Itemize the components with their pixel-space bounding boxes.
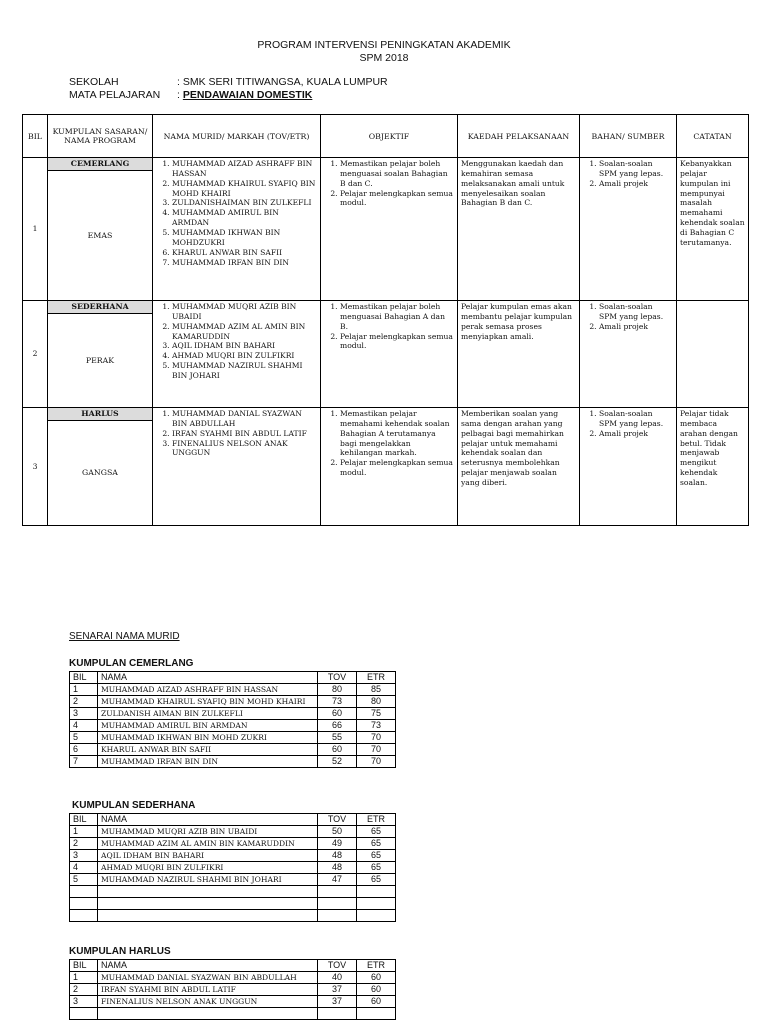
- student-tov: 37: [318, 984, 357, 996]
- student-name: IRFAN SYAHMI BIN ABDUL LATIF: [98, 984, 318, 996]
- list-title: KUMPULAN CEMERLANG: [69, 658, 194, 669]
- objektif-item: 1. Memastikan pelajar memahami kehendak soalan Bahagian A terutamanya bagi mengelakkan kehilangan markah.: [340, 409, 454, 458]
- sekolah-label: SEKOLAH: [69, 76, 119, 88]
- student-name: [98, 886, 318, 898]
- student-tov: 60: [318, 708, 357, 720]
- student-tov: 66: [318, 720, 357, 732]
- student-name: [98, 910, 318, 922]
- table-row: [70, 886, 396, 898]
- student-name: AQIL IDHAM BIN BAHARI: [98, 850, 318, 862]
- list-header-etr: ETR: [357, 672, 396, 684]
- student-etr: 85: [357, 684, 396, 696]
- student-etr: 70: [357, 744, 396, 756]
- col-header-catatan: CATATAN: [677, 115, 749, 158]
- list-header-tov: TOV: [318, 672, 357, 684]
- student-name: MUHAMMAD IKHWAN BIN MOHD ZUKRI: [98, 732, 318, 744]
- names-item: 1. MUHAMMAD MUQRI AZIB BIN UBAIDI: [172, 302, 317, 322]
- names-item: 4. MUHAMMAD AMIRUL BIN ARMDAN: [172, 208, 317, 228]
- objektif-cell: [321, 158, 458, 301]
- names-cell: [153, 408, 321, 526]
- program-name: GANGSA: [82, 468, 118, 477]
- names-item: 6. KHARUL ANWAR BIN SAFII: [172, 248, 317, 258]
- student-tov: [318, 1008, 357, 1020]
- names-item: 5. MUHAMMAD IKHWAN BIN MOHDZUKRI: [172, 228, 317, 248]
- table-row: [70, 898, 396, 910]
- names-item: 3. AQIL IDHAM BIN BAHARI: [172, 341, 317, 351]
- student-etr: 70: [357, 732, 396, 744]
- bahan-item: 2. Amali projek: [599, 179, 673, 189]
- student-etr: [357, 898, 396, 910]
- row-bil: 2: [23, 301, 48, 408]
- table-row: [70, 696, 396, 708]
- group-name: SEDERHANA: [48, 301, 152, 314]
- student-name: MUHAMMAD DANIAL SYAZWAN BIN ABDULLAH: [98, 972, 318, 984]
- mata-pelajaran-line: [69, 89, 312, 101]
- list-header-bil: BIL: [70, 814, 98, 826]
- student-tov: [318, 886, 357, 898]
- names-cell: [153, 158, 321, 301]
- student-name: MUHAMMAD MUQRI AZIB BIN UBAIDI: [98, 826, 318, 838]
- list-header-nama: NAMA: [98, 672, 318, 684]
- table-row: [70, 874, 396, 886]
- student-etr: 60: [357, 972, 396, 984]
- table-row: [70, 850, 396, 862]
- student-etr: 65: [357, 850, 396, 862]
- student-bil: 1: [70, 972, 98, 984]
- plan-table-header-row: [23, 115, 749, 158]
- objektif-item: 2. Pelajar melengkapkan semua modul.: [340, 332, 454, 352]
- plan-row: [23, 158, 749, 301]
- list-title: KUMPULAN SEDERHANA: [72, 800, 196, 811]
- names-item: 2. IRFAN SYAHMI BIN ABDUL LATIF: [172, 429, 317, 439]
- student-tov: [318, 910, 357, 922]
- names-item: 2. MUHAMMAD KHAIRUL SYAFIQ BIN MOHD KHAIRI: [172, 179, 317, 199]
- student-bil: 3: [70, 708, 98, 720]
- program-name: EMAS: [87, 230, 113, 240]
- col-header-objektif: OBJEKTIF: [321, 115, 458, 158]
- bahan-item: 2. Amali projek: [599, 429, 673, 439]
- kaedah-cell: Pelajar kumpulan emas akan membantu pelajar kumpulan perak semasa proses menyiapkan amali.: [458, 301, 580, 408]
- objektif-item: 1. Memastikan pelajar boleh menguasai soalan Bahagian B dan C.: [340, 159, 454, 189]
- table-row: [70, 720, 396, 732]
- student-etr: [357, 910, 396, 922]
- list-header-row: [70, 814, 396, 826]
- kaedah-cell: Memberikan soalan yang sama dengan arahan yang pelbagai bagi memahirkan pelajar untuk memahami kehendak soalan dan seterusnya membolehkan pelajar menjawab soalan yang diberi.: [458, 408, 580, 526]
- student-name: MUHAMMAD KHAIRUL SYAFIQ BIN MOHD KHAIRI: [98, 696, 318, 708]
- col-header-bil: BIL: [23, 115, 48, 158]
- list-header-etr: ETR: [357, 960, 396, 972]
- col-header-kaedah: KAEDAH PELAKSANAAN: [458, 115, 580, 158]
- objektif-item: 1. Memastikan pelajar boleh menguasai Bahagian A dan B.: [340, 302, 454, 332]
- list-header-row: [70, 672, 396, 684]
- table-row: [70, 972, 396, 984]
- student-list-table: [69, 959, 396, 1020]
- student-name: MUHAMMAD NAZIRUL SHAHMI BIN JOHARI: [98, 874, 318, 886]
- group-name: CEMERLANG: [48, 158, 152, 171]
- table-row: [70, 732, 396, 744]
- row-bil: 3: [23, 408, 48, 526]
- catatan-cell: [677, 301, 749, 408]
- student-list-table: [69, 813, 396, 922]
- bahan-item: 2. Amali projek: [599, 322, 673, 332]
- mata-pelajaran-value: PENDAWAIAN DOMESTIK: [182, 89, 313, 101]
- student-etr: 80: [357, 696, 396, 708]
- student-tov: 40: [318, 972, 357, 984]
- sekolah-value: : SMK SERI TITIWANGSA, KUALA LUMPUR: [177, 76, 388, 88]
- bahan-cell: [580, 301, 677, 408]
- kaedah-cell: Menggunakan kaedah dan kemahiran semasa melaksanakan amali untuk menyelesaikan soalan Bahagian B dan C.: [458, 158, 580, 301]
- mata-pelajaran-label: MATA PELAJARAN: [69, 89, 161, 101]
- group-name: HARLUS: [48, 408, 152, 421]
- student-tov: 48: [318, 850, 357, 862]
- student-tov: 48: [318, 862, 357, 874]
- col-header-bahan: BAHAN/ SUMBER: [580, 115, 677, 158]
- names-item: 3. FINENALIUS NELSON ANAK UNGGUN: [172, 439, 317, 459]
- table-row: [70, 984, 396, 996]
- student-etr: [357, 1008, 396, 1020]
- group-cell: [48, 301, 153, 408]
- plan-row: [23, 408, 749, 526]
- list-header-tov: TOV: [318, 814, 357, 826]
- program-name: PERAK: [85, 355, 115, 365]
- student-etr: 75: [357, 708, 396, 720]
- list-header-etr: ETR: [357, 814, 396, 826]
- student-bil: 2: [70, 696, 98, 708]
- list-title: KUMPULAN HARLUS: [69, 946, 171, 957]
- student-etr: 70: [357, 756, 396, 768]
- table-row: [70, 744, 396, 756]
- bahan-cell: [580, 408, 677, 526]
- student-bil: 2: [70, 984, 98, 996]
- table-row: [70, 996, 396, 1008]
- student-tov: 80: [318, 684, 357, 696]
- student-tov: 37: [318, 996, 357, 1008]
- student-name: AHMAD MUQRI BIN ZULFIKRI: [98, 862, 318, 874]
- names-item: 1. MUHAMMAD AIZAD ASHRAFF BIN HASSAN: [172, 159, 317, 179]
- names-item: 1. MUHAMMAD DANIAL SYAZWAN BIN ABDULLAH: [172, 409, 317, 429]
- group-cell: [48, 408, 153, 526]
- table-row: [70, 862, 396, 874]
- student-tov: [318, 898, 357, 910]
- sekolah-line: [69, 76, 388, 88]
- student-name: MUHAMMAD IRFAN BIN DIN: [98, 756, 318, 768]
- student-tov: 73: [318, 696, 357, 708]
- col-header-kumpulan: KUMPULAN SASARAN/ NAMA PROGRAM: [48, 115, 153, 158]
- list-header-bil: BIL: [70, 960, 98, 972]
- student-bil: 6: [70, 744, 98, 756]
- student-tov: 49: [318, 838, 357, 850]
- student-bil: 1: [70, 826, 98, 838]
- intervention-plan-table: [22, 114, 749, 526]
- student-bil: [70, 1008, 98, 1020]
- objektif-item: 2. Pelajar melengkapkan semua modul.: [340, 458, 454, 478]
- plan-row: [23, 301, 749, 408]
- row-bil: 1: [23, 158, 48, 301]
- student-bil: [70, 886, 98, 898]
- group-cell: [48, 158, 153, 301]
- student-name: [98, 898, 318, 910]
- student-tov: 52: [318, 756, 357, 768]
- student-name: ZULDANISH AIMAN BIN ZULKEFLI: [98, 708, 318, 720]
- objektif-item: 2. Pelajar melengkapkan semua modul.: [340, 189, 454, 209]
- student-name: MUHAMMAD AZIM AL AMIN BIN KAMARUDDIN: [98, 838, 318, 850]
- list-header-tov: TOV: [318, 960, 357, 972]
- student-bil: [70, 898, 98, 910]
- doc-subtitle: SPM 2018: [359, 52, 409, 64]
- student-bil: 3: [70, 850, 98, 862]
- student-etr: [357, 886, 396, 898]
- names-item: 2. MUHAMMAD AZIM AL AMIN BIN KAMARUDDIN: [172, 322, 317, 342]
- list-header-nama: NAMA: [98, 814, 318, 826]
- student-name: KHARUL ANWAR BIN SAFII: [98, 744, 318, 756]
- mata-pelajaran-colon: :: [177, 89, 183, 101]
- bahan-item: 1. Soalan-soalan SPM yang lepas.: [599, 159, 673, 179]
- student-etr: 65: [357, 826, 396, 838]
- student-bil: [70, 910, 98, 922]
- doc-title: PROGRAM INTERVENSI PENINGKATAN AKADEMIK: [257, 39, 511, 51]
- bahan-cell: [580, 158, 677, 301]
- student-etr: 60: [357, 984, 396, 996]
- catatan-cell: Pelajar tidak membaca arahan dengan betul. Tidak menjawab mengikut kehendak soalan.: [677, 408, 749, 526]
- student-tov: 50: [318, 826, 357, 838]
- table-row: [70, 708, 396, 720]
- table-row: [70, 838, 396, 850]
- student-bil: 4: [70, 862, 98, 874]
- table-row: [70, 826, 396, 838]
- col-header-nama-murid: NAMA MURID/ MARKAH (TOV/ETR): [153, 115, 321, 158]
- student-bil: 2: [70, 838, 98, 850]
- student-etr: 65: [357, 862, 396, 874]
- student-bil: 5: [70, 732, 98, 744]
- objektif-cell: [321, 301, 458, 408]
- names-item: 7. MUHAMMAD IRFAN BIN DIN: [172, 258, 317, 268]
- student-list-table: [69, 671, 396, 768]
- student-bil: 5: [70, 874, 98, 886]
- student-tov: 60: [318, 744, 357, 756]
- table-row: [70, 756, 396, 768]
- senarai-title: SENARAI NAMA MURID: [69, 631, 180, 642]
- student-bil: 4: [70, 720, 98, 732]
- table-row: [70, 684, 396, 696]
- list-header-bil: BIL: [70, 672, 98, 684]
- list-header-row: [70, 960, 396, 972]
- student-name: FINENALIUS NELSON ANAK UNGGUN: [98, 996, 318, 1008]
- bahan-item: 1. Soalan-soalan SPM yang lepas.: [599, 409, 673, 429]
- student-bil: 7: [70, 756, 98, 768]
- student-etr: 73: [357, 720, 396, 732]
- objektif-cell: [321, 408, 458, 526]
- student-name: MUHAMMAD AIZAD ASHRAFF BIN HASSAN: [98, 684, 318, 696]
- student-name: MUHAMMAD AMIRUL BIN ARMDAN: [98, 720, 318, 732]
- names-item: 3. ZULDANISHAIMAN BIN ZULKEFLI: [172, 198, 317, 208]
- table-row: [70, 910, 396, 922]
- student-etr: 65: [357, 874, 396, 886]
- student-tov: 55: [318, 732, 357, 744]
- student-name: [98, 1008, 318, 1020]
- student-etr: 60: [357, 996, 396, 1008]
- student-bil: 1: [70, 684, 98, 696]
- student-etr: 65: [357, 838, 396, 850]
- student-tov: 47: [318, 874, 357, 886]
- table-row: [70, 1008, 396, 1020]
- catatan-cell: Kebanyakkan pelajar kumpulan ini mempunyai masalah memahami kehendak soalan di Bahagian C terutamanya.: [677, 158, 749, 301]
- list-header-nama: NAMA: [98, 960, 318, 972]
- names-cell: [153, 301, 321, 408]
- bahan-item: 1. Soalan-soalan SPM yang lepas.: [599, 302, 673, 322]
- names-item: 4. AHMAD MUQRI BIN ZULFIKRI: [172, 351, 317, 361]
- student-bil: 3: [70, 996, 98, 1008]
- names-item: 5. MUHAMMAD NAZIRUL SHAHMI BIN JOHARI: [172, 361, 317, 381]
